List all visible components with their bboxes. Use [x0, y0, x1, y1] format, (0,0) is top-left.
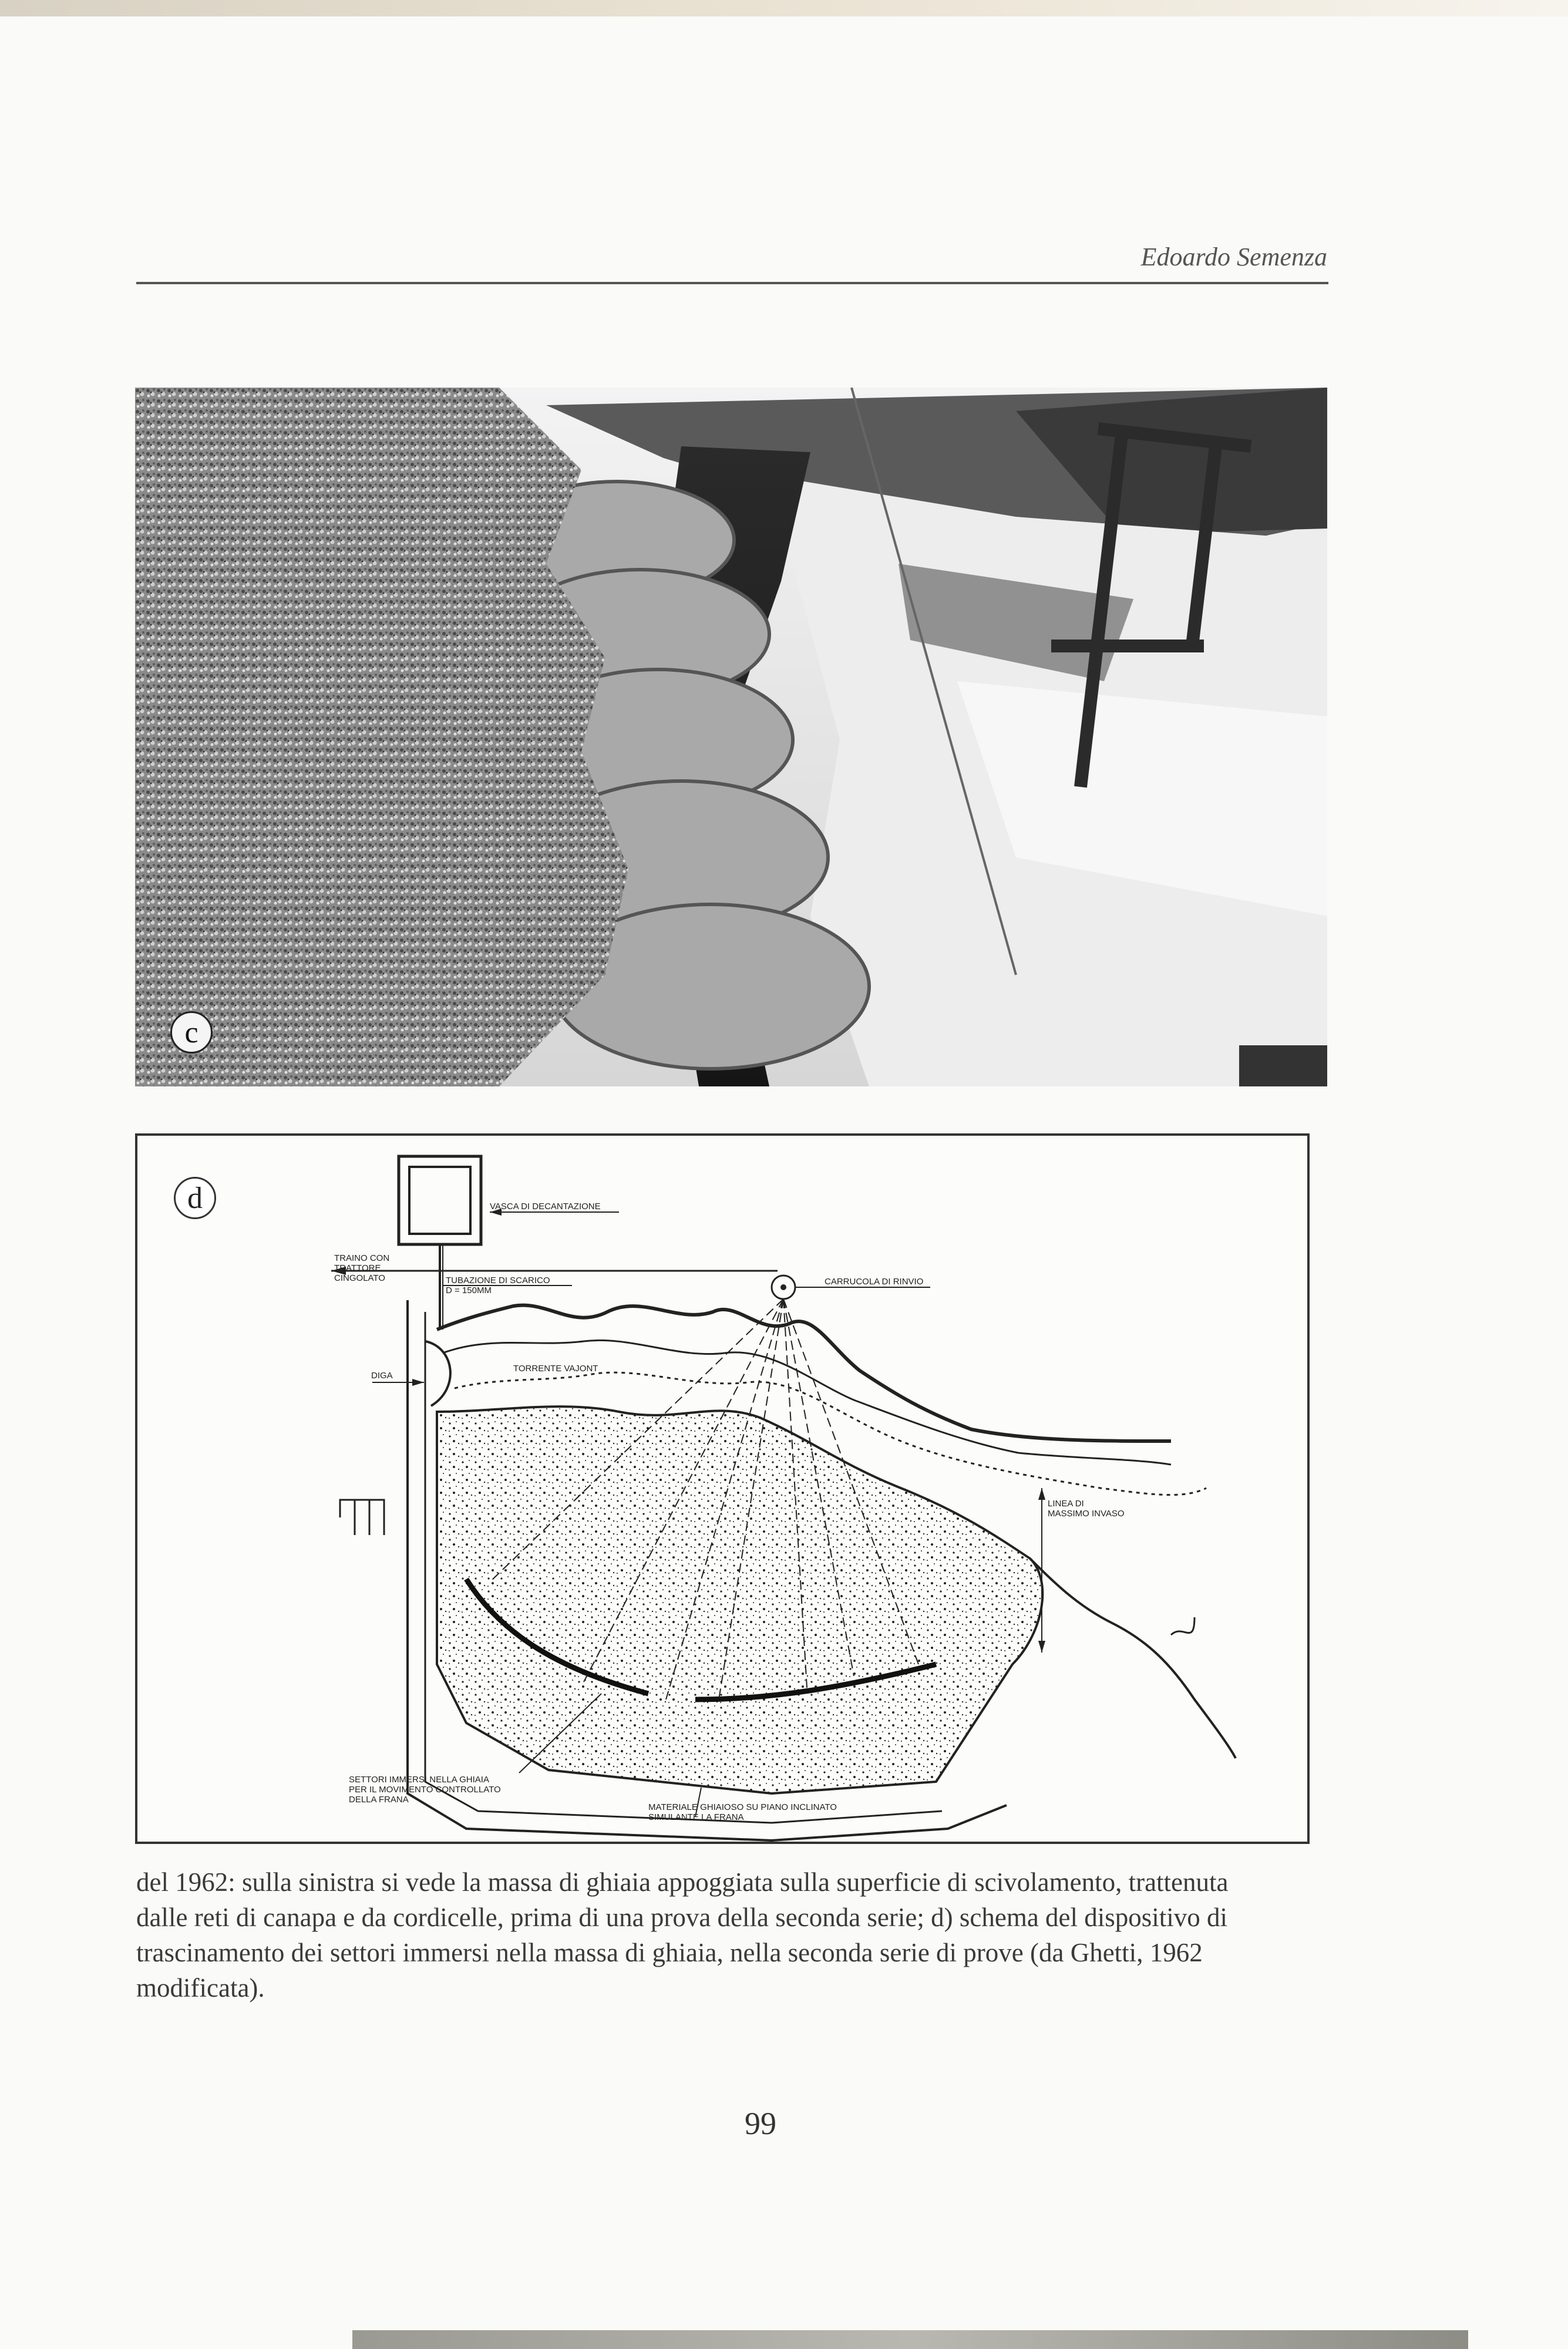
photo-illustration [135, 388, 1327, 1086]
label-tubazione: TUBAZIONE DI SCARICO D = 150MM [446, 1276, 550, 1295]
page-number: 99 [745, 2106, 776, 2141]
label-torrente: TORRENTE VAJONT [513, 1364, 598, 1374]
caption-line: modificata). [136, 1973, 265, 2003]
figure-photo-c [135, 388, 1327, 1086]
label-settori: SETTORI IMMERSI NELLA GHIAIA PER IL MOVIMENTO CONTROLLATO DELLA FRANA [349, 1775, 501, 1805]
diagram-drawing [137, 1136, 1307, 1842]
label-carrucola: CARRUCOLA DI RINVIO [825, 1277, 924, 1287]
figure-diagram-d [135, 1133, 1310, 1844]
caption-line: dalle reti di canapa e da cordicelle, prima di una prova della seconda serie; d) schema del dispositivo di [136, 1903, 1228, 1932]
label-linea-massimo-invaso: LINEA DI MASSIMO INVASO [1048, 1499, 1125, 1519]
running-head: Edoardo Semenza [1140, 243, 1327, 271]
label-materiale: MATERIALE GHIAIOSO SU PIANO INCLINATO SIMULANTE LA FRANA [648, 1802, 837, 1822]
label-traino: TRAINO CON TRATTORE CINGOLATO [334, 1253, 390, 1283]
photo-label-badge: c [170, 1011, 213, 1054]
page-edge-bottom [352, 2330, 1468, 2349]
caption-line: trascinamento dei settori immersi nella massa di ghiaia, nella seconda serie di prove (da Ghetti, 1962 [136, 1938, 1203, 1967]
caption-line: del 1962: sulla sinistra si vede la massa di ghiaia appoggiata sulla superficie di scivolamento, trattenuta [136, 1867, 1229, 1897]
label-diga: DIGA [371, 1371, 393, 1381]
diagram-label-badge: d [174, 1177, 216, 1219]
figure-caption [136, 1865, 1311, 2005]
header-rule [136, 282, 1328, 284]
label-vasca-decantazione: VASCA DI DECANTAZIONE [490, 1202, 601, 1211]
page-edge-top [0, 0, 1568, 16]
